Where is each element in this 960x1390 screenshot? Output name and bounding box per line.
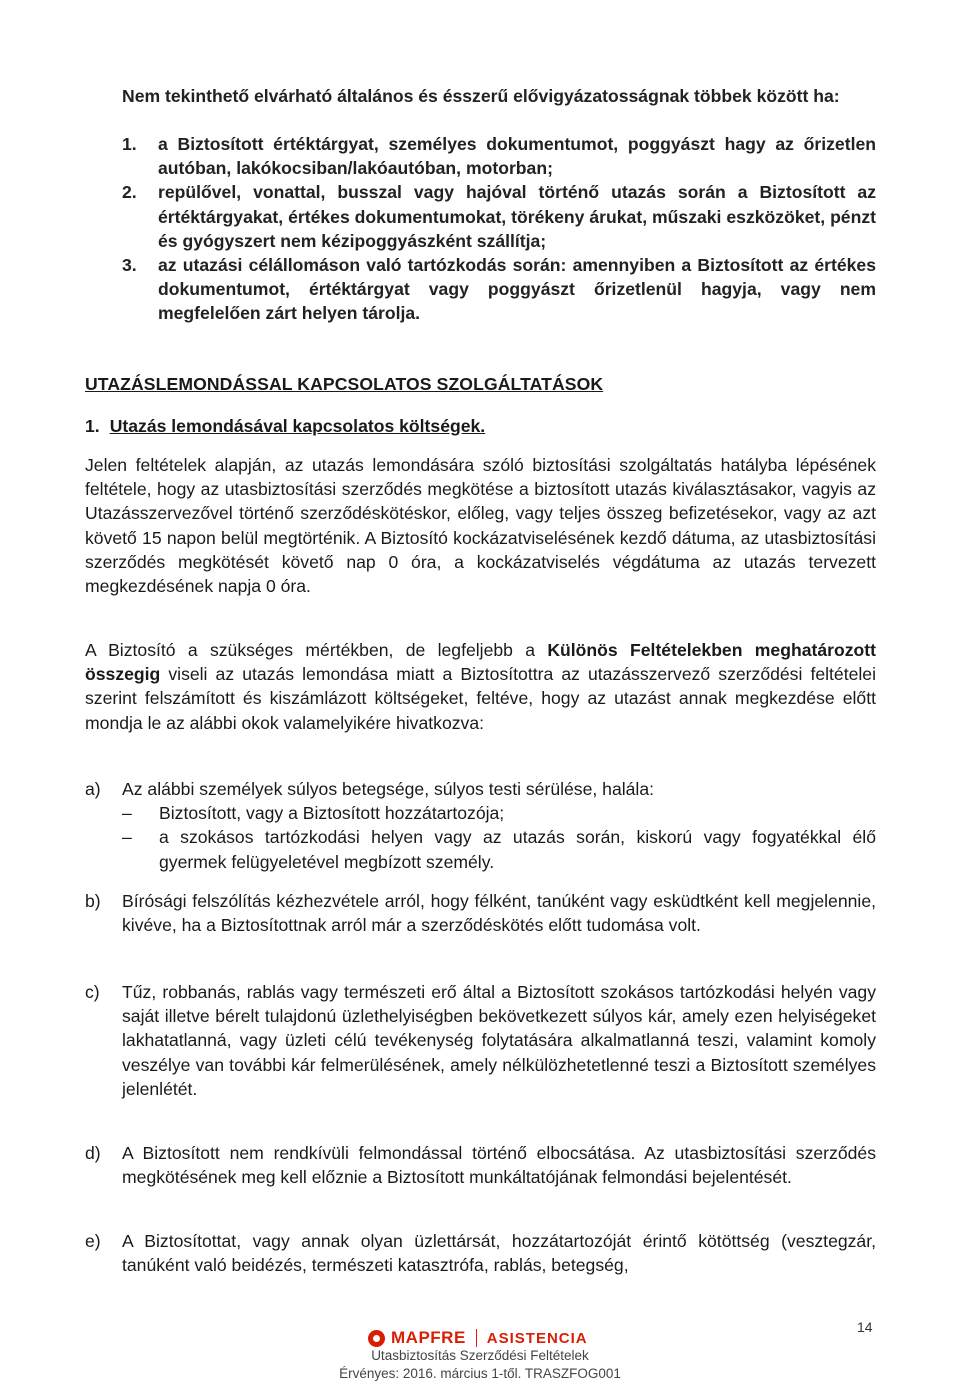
list-item	[85, 1229, 876, 1277]
item-text: Tűz, robbanás, rablás vagy természeti erő által a Biztosított szokásos tartózkodási helyén vagy saját illetve bérelt tulajdonú üzlethelyiségben bekövetkezett súlyos kár, amely ezen helyiségeket lakhatatlanná, vagy üzleti célú tevékenység folytatására alkalmatlanná teszi, valamint komoly veszélye van további kár felmerülésének, amely nélkülözhetetlenné teszi a Biztosított személyes jelenlétét.	[122, 982, 876, 1099]
list-item	[85, 777, 876, 801]
item-text: A Biztosítottat, vagy annak olyan üzlettársát, hozzátartozóját érintő kötöttség (vesztegzár, tanúként való beidézés, természeti katasztrófa, rablás, betegség,	[122, 1231, 876, 1276]
subsection-number: 1.	[85, 416, 100, 436]
intro-heading: Nem tekinthető elvárható általános és ésszerű elővigyázatosságnak többek között ha:	[122, 86, 840, 106]
footer-validity: Érvényes: 2016. március 1-től. TRASZFOG001	[339, 1366, 621, 1381]
paragraph-coverage	[85, 638, 876, 735]
item-text: Bírósági felszólítás kézhezvétele arról, hogy félként, tanúként vagy esküdtként kell megjelennie, kivéve, ha a Biztosítottnak arról már a szerződéskötés előtt tudomása volt.	[122, 891, 876, 936]
item-text: Biztosított, vagy a Biztosított hozzátartozója;	[159, 803, 505, 824]
page-number: 14	[857, 1319, 873, 1335]
item-label: d)	[85, 1143, 101, 1163]
item-text: repülővel, vonattal, busszal vagy hajóval történő utazás során a Biztosított az értéktárgyakat, értékes dokumentumokat, törékeny árukat, műszaki eszközöket, pénzt és gyógyszert nem kézipoggyászként szállítja;	[158, 182, 876, 251]
item-text: az utazási célállomáson való tartózkodás során: amennyiben a Biztosított az értékes dokumentumot, értéktárgyat vagy poggyászt őrizetlenül hagyja, vagy nem megfelelően zárt helyen tárolja.	[158, 255, 876, 324]
paragraph-conditions: Jelen feltételek alapján, az utazás lemondására szóló biztosítási szolgáltatás hatályba lépésének feltétele, hogy az utasbiztosítási szerződés megkötése a biztosított utazás kiválasztásakor, vagyis az Utazásszervezővel történő szerződéskötéskor, előleg, vagy teljes összeg befizetésekor, vagy az azt követő 15 napon belül megtörténik. A Biztosító kockázatviselésének kezdő dátuma, az utasbiztosítási szerződés megkötését követő nap 0 óra, a kockázatviselés végdátuma az utazás tervezett megkezdésének napja 0 óra.	[85, 455, 876, 597]
list-item	[122, 253, 876, 326]
logo-divider	[476, 1329, 477, 1347]
list-item	[85, 980, 876, 1101]
paragraph-text: A Biztosító a szükséges mértékben, de legfeljebb a	[85, 640, 548, 660]
item-label: a)	[85, 779, 101, 799]
subsection-text: Utazás lemondásával kapcsolatos költségek.	[109, 416, 486, 436]
reason-a	[85, 777, 876, 874]
sub-list-item	[85, 801, 876, 825]
brand-subname: ASISTENCIA	[486, 1329, 588, 1347]
item-number: 1.	[122, 134, 137, 154]
dash-bullet: –	[122, 827, 132, 848]
list-item	[85, 889, 876, 937]
section-title: UTAZÁSLEMONDÁSSAL KAPCSOLATOS SZOLGÁLTATÁSOK	[85, 374, 604, 394]
paragraph-text: viseli az utazás lemondása miatt a Biztosítottra az utazásszervező szerződési feltételei szerint felszámított és kiszámlázott költségeket, feltéve, hogy az utazást annak megkezdése előtt mondja le az alábbi okok valamelyikére hivatkozva:	[85, 664, 876, 733]
reason-c	[85, 980, 876, 1101]
sub-list-item	[85, 825, 876, 873]
item-text: a Biztosított értéktárgyat, személyes dokumentumot, poggyászt hagy az őrizetlen autóban, lakókocsiban/lakóautóban, motorban;	[158, 134, 876, 179]
footer-title: Utasbiztosítás Szerződési Feltételek	[371, 1348, 589, 1363]
item-number: 2.	[122, 182, 137, 203]
item-text: A Biztosított nem rendkívüli felmondással történő elbocsátása. Az utasbiztosítási szerződés megkötésének meg kell előznie a Biztosított munkáltatójának felmondási bejelentését.	[122, 1143, 876, 1188]
item-label: e)	[85, 1231, 101, 1251]
item-text: a szokásos tartózkodási helyen vagy az utazás során, kiskorú vagy fogyatékkal élő gyermek felügyeletével megbízott személy.	[159, 827, 876, 872]
reason-d	[85, 1141, 876, 1189]
precaution-list	[122, 132, 876, 326]
mapfre-emblem-icon	[368, 1330, 385, 1347]
item-label: c)	[85, 982, 100, 1002]
list-item	[85, 1141, 876, 1189]
brand-name: MAPFRE	[391, 1328, 466, 1347]
item-number: 3.	[122, 255, 137, 276]
subsection-title	[85, 416, 485, 437]
item-label: b)	[85, 891, 101, 911]
item-text: Az alábbi személyek súlyos betegsége, súlyos testi sérülése, halála:	[122, 779, 655, 799]
reason-b	[85, 889, 876, 937]
list-item	[122, 180, 876, 253]
list-item	[122, 132, 876, 180]
paragraph-emphasis: Különös Feltételekben meghatározott összegig	[85, 640, 876, 685]
mapfre-logo	[368, 1327, 588, 1349]
dash-bullet: –	[122, 803, 132, 824]
reason-e	[85, 1229, 876, 1277]
